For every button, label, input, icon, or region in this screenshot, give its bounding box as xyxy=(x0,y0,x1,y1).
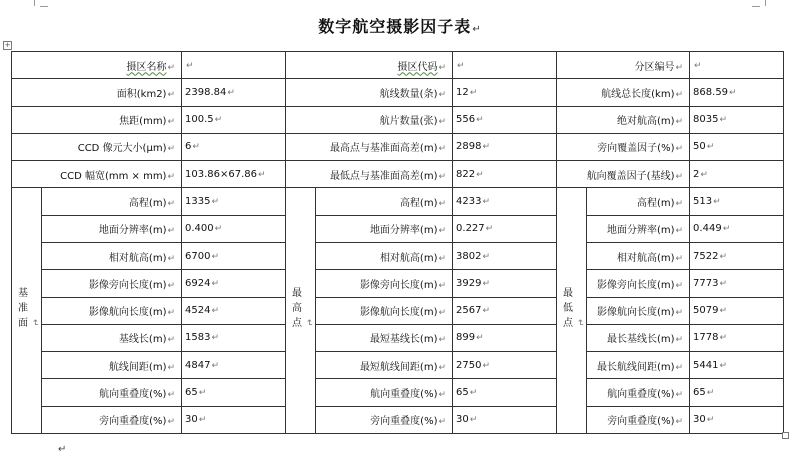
cell-mark: ↵ xyxy=(167,144,176,155)
table-row xyxy=(12,406,784,433)
cell-mark: ↵ xyxy=(719,115,728,126)
field-value[interactable] xyxy=(453,52,557,79)
field-label xyxy=(286,52,453,79)
field-label-text: CCD 像元大小(μm) xyxy=(77,143,167,155)
field-value-text: 2898 xyxy=(456,141,482,153)
cell-mark: ↵ xyxy=(192,142,200,153)
field-value[interactable] xyxy=(182,324,286,351)
field-label-text: 最长基线长(m) xyxy=(606,334,675,346)
field-value-text: 0.449 xyxy=(693,223,722,235)
cell-mark: ↵ xyxy=(186,60,194,71)
field-value[interactable] xyxy=(453,133,557,160)
cell-mark: ↵ xyxy=(167,362,176,373)
cell-mark: ↵ xyxy=(675,62,684,73)
field-value[interactable] xyxy=(453,79,557,106)
field-value[interactable] xyxy=(182,215,286,242)
cell-mark: ↵ xyxy=(675,335,684,346)
cell-mark: ↵ xyxy=(469,87,478,98)
field-value[interactable] xyxy=(690,188,784,215)
field-label xyxy=(286,161,453,188)
table-row xyxy=(12,161,784,188)
field-label xyxy=(12,133,182,160)
cell-mark: ↵ xyxy=(729,87,737,98)
field-label xyxy=(587,324,690,351)
field-label-text: 摄区代码 xyxy=(397,61,438,73)
field-value[interactable] xyxy=(182,188,286,215)
cell-mark: ↵ xyxy=(167,62,176,73)
field-label-text: 最短航线间距(m) xyxy=(359,361,438,373)
cell-mark: ↵ xyxy=(469,388,478,399)
cell-mark: ↵ xyxy=(438,390,447,401)
table-row xyxy=(12,324,784,351)
field-value[interactable] xyxy=(453,379,557,406)
field-label xyxy=(557,79,690,106)
cell-mark: ↵ xyxy=(198,415,207,426)
field-label xyxy=(316,215,453,242)
table-row xyxy=(12,352,784,379)
field-label-text: CCD 幅宽(mm × mm) xyxy=(60,170,167,182)
field-value[interactable] xyxy=(690,106,784,133)
field-label xyxy=(587,215,690,242)
field-label xyxy=(557,106,690,133)
field-label xyxy=(42,379,182,406)
field-value-text: 2567 xyxy=(456,305,482,317)
group-label-text: 最高点 xyxy=(289,286,301,332)
field-value[interactable] xyxy=(453,406,557,433)
field-value[interactable] xyxy=(690,379,784,406)
field-value-text: 899 xyxy=(456,332,476,344)
cell-mark: ↵ xyxy=(469,415,478,426)
cell-mark: ↵ xyxy=(438,89,447,100)
cell-mark: ↵ xyxy=(675,171,684,182)
field-value[interactable] xyxy=(182,106,286,133)
cell-mark: ↵ xyxy=(438,417,447,428)
field-label xyxy=(42,242,182,269)
field-label-text: 分区编号 xyxy=(634,61,675,73)
field-value[interactable] xyxy=(182,352,286,379)
table-row xyxy=(12,242,784,269)
field-label xyxy=(286,79,453,106)
cell-mark: ↵ xyxy=(482,278,491,289)
cell-mark: ↵ xyxy=(574,319,585,332)
field-label xyxy=(12,161,182,188)
cell-mark: ↵ xyxy=(719,360,728,371)
field-label-text: 相对航高(m) xyxy=(379,252,438,264)
group-label-text: 基准面 xyxy=(15,286,27,332)
field-label xyxy=(42,406,182,433)
cell-mark: ↵ xyxy=(438,199,447,210)
field-label-text: 地面分辨率(m) xyxy=(369,225,438,237)
cell-mark: ↵ xyxy=(227,87,235,98)
group-label xyxy=(557,188,587,434)
field-label-text: 绝对航高(m) xyxy=(616,116,675,128)
field-value-text: 822 xyxy=(456,168,476,180)
field-label xyxy=(286,133,453,160)
field-value-text: 12 xyxy=(456,86,469,98)
field-value-text: 8035 xyxy=(693,114,719,126)
cell-mark: ↵ xyxy=(482,142,491,153)
field-label xyxy=(12,106,182,133)
cell-mark: ↵ xyxy=(719,333,728,344)
crop-mark xyxy=(34,0,35,6)
field-value-text: 6 xyxy=(185,141,192,153)
field-value[interactable] xyxy=(453,270,557,297)
field-value[interactable] xyxy=(453,297,557,324)
cell-mark: ↵ xyxy=(438,253,447,264)
field-value[interactable] xyxy=(182,242,286,269)
field-value[interactable] xyxy=(453,188,557,215)
field-label-text: 航向重叠度(%) xyxy=(370,389,438,401)
field-label-text: 航向重叠度(%) xyxy=(607,389,675,401)
crop-mark xyxy=(40,6,48,7)
field-value[interactable] xyxy=(690,270,784,297)
field-value[interactable] xyxy=(690,324,784,351)
field-value[interactable] xyxy=(453,161,557,188)
field-value-text: 4847 xyxy=(185,359,211,371)
field-value[interactable] xyxy=(690,352,784,379)
cell-mark: ↵ xyxy=(675,362,684,373)
cell-mark: ↵ xyxy=(211,251,220,262)
cell-mark: ↵ xyxy=(675,199,684,210)
field-label-text: 航片数量(张) xyxy=(379,116,438,128)
cell-mark: ↵ xyxy=(167,199,176,210)
field-label xyxy=(557,52,690,79)
cell-mark: ↵ xyxy=(167,280,176,291)
field-value-text: 2 xyxy=(693,168,700,180)
field-value-text: 1778 xyxy=(693,332,719,344)
field-value-text: 65 xyxy=(456,387,469,399)
field-label-text: 航线总长度(km) xyxy=(601,88,675,100)
field-label-text: 航向重叠度(%) xyxy=(99,389,167,401)
cell-mark: ↵ xyxy=(167,335,176,346)
field-value[interactable] xyxy=(690,133,784,160)
field-value[interactable] xyxy=(182,52,286,79)
aerial-factor-table xyxy=(11,51,784,434)
cell-mark: ↵ xyxy=(713,197,721,208)
cell-mark: ↵ xyxy=(675,144,684,155)
cell-mark: ↵ xyxy=(482,306,491,317)
group-label xyxy=(286,188,316,434)
field-label-text: 影像航向长度(m) xyxy=(88,307,167,319)
cell-mark: ↵ xyxy=(675,253,684,264)
field-value[interactable] xyxy=(182,79,286,106)
document-title: 数字航空摄影因子表↵ xyxy=(318,17,482,36)
field-label-text: 航线间距(m) xyxy=(108,361,167,373)
field-label xyxy=(42,324,182,351)
field-label xyxy=(316,297,453,324)
field-label-text: 最高点与基准面高差(m) xyxy=(329,143,438,155)
field-label-text: 最低点与基准面高差(m) xyxy=(329,170,438,182)
table-row xyxy=(12,379,784,406)
field-label-text: 相对航高(m) xyxy=(108,252,167,264)
field-label-text: 焦距(mm) xyxy=(119,116,167,128)
field-value-text: 1583 xyxy=(185,332,211,344)
cell-mark: ↵ xyxy=(303,319,314,332)
table-row xyxy=(12,133,784,160)
cell-mark: ↵ xyxy=(211,197,220,208)
field-value-text: 6700 xyxy=(185,250,211,262)
field-label-text: 影像旁向长度(m) xyxy=(88,279,167,291)
field-value-text: 30 xyxy=(456,414,469,426)
field-value-text: 103.86×67.86 xyxy=(185,168,258,180)
field-value[interactable] xyxy=(690,52,784,79)
field-value-text: 100.5 xyxy=(185,114,214,126)
field-label-text: 摄区名称 xyxy=(126,61,167,73)
field-value[interactable] xyxy=(690,297,784,324)
cell-mark: ↵ xyxy=(167,417,176,428)
cell-mark: ↵ xyxy=(700,169,708,180)
cell-mark: ↵ xyxy=(476,115,484,126)
field-label xyxy=(587,297,690,324)
field-label xyxy=(42,215,182,242)
field-label xyxy=(316,379,453,406)
cell-mark: ↵ xyxy=(438,117,447,128)
table-row xyxy=(12,188,784,215)
field-label xyxy=(12,52,182,79)
field-value[interactable] xyxy=(453,242,557,269)
cell-mark: ↵ xyxy=(438,335,447,346)
field-value-text: 0.227 xyxy=(456,223,485,235)
field-value[interactable] xyxy=(453,324,557,351)
field-value[interactable] xyxy=(182,161,286,188)
field-label xyxy=(316,324,453,351)
field-label-text: 地面分辨率(m) xyxy=(98,225,167,237)
table-row xyxy=(12,106,784,133)
field-label-text: 影像旁向长度(m) xyxy=(596,279,675,291)
field-value-text: 4524 xyxy=(185,305,211,317)
field-value-text: 7522 xyxy=(693,250,719,262)
table-resize-handle[interactable] xyxy=(782,432,789,439)
crop-mark xyxy=(752,6,760,7)
cell-mark: ↵ xyxy=(675,226,684,237)
cell-mark: ↵ xyxy=(211,278,220,289)
cell-mark: ↵ xyxy=(438,171,447,182)
field-value-text: 4233 xyxy=(456,196,482,208)
field-label-text: 影像航向长度(m) xyxy=(359,307,438,319)
field-label xyxy=(587,242,690,269)
field-value[interactable] xyxy=(182,406,286,433)
cell-mark: ↵ xyxy=(482,360,491,371)
field-label-text: 高程(m) xyxy=(636,198,675,210)
field-value[interactable] xyxy=(690,215,784,242)
cell-mark: ↵ xyxy=(722,224,731,235)
cell-mark: ↵ xyxy=(438,362,447,373)
cell-mark: ↵ xyxy=(719,306,728,317)
field-value-text: 2398.84 xyxy=(185,86,227,98)
field-label-text: 旁向重叠度(%) xyxy=(370,416,438,428)
cell-mark: ↵ xyxy=(675,417,684,428)
field-value-text: 65 xyxy=(693,387,706,399)
field-label xyxy=(557,161,690,188)
table-move-handle-icon[interactable]: + xyxy=(4,41,11,49)
cell-mark: ↵ xyxy=(675,390,684,401)
cell-mark: ↵ xyxy=(476,333,484,344)
field-value[interactable] xyxy=(690,242,784,269)
field-label-text: 高程(m) xyxy=(399,198,438,210)
cell-mark: ↵ xyxy=(482,251,491,262)
cell-mark: ↵ xyxy=(438,226,447,237)
field-value-text: 868.59 xyxy=(693,86,729,98)
field-label xyxy=(587,379,690,406)
field-label-text: 航线数量(条) xyxy=(379,88,438,100)
cell-mark: ↵ xyxy=(719,251,728,262)
field-value-text: 30 xyxy=(693,414,706,426)
cell-mark: ↵ xyxy=(214,115,223,126)
cell-mark: ↵ xyxy=(167,117,176,128)
group-label-text: 最低点 xyxy=(560,286,572,332)
field-label xyxy=(316,242,453,269)
cell-mark: ↵ xyxy=(675,89,684,100)
field-value-text: 3802 xyxy=(456,250,482,262)
field-label xyxy=(316,406,453,433)
field-label-text: 地面分辨率(m) xyxy=(606,225,675,237)
field-value[interactable] xyxy=(690,406,784,433)
cell-mark: ↵ xyxy=(167,226,176,237)
field-label xyxy=(42,352,182,379)
field-value-text: 2750 xyxy=(456,359,482,371)
table-row xyxy=(12,297,784,324)
field-value[interactable] xyxy=(453,106,557,133)
field-label xyxy=(587,188,690,215)
cell-mark: ↵ xyxy=(167,253,176,264)
cell-mark: ↵ xyxy=(198,388,207,399)
cell-mark: ↵ xyxy=(482,197,491,208)
field-value-text: 5441 xyxy=(693,359,719,371)
field-label xyxy=(316,270,453,297)
field-label-text: 相对航高(m) xyxy=(616,252,675,264)
field-label-text: 航向覆盖因子(基线) xyxy=(586,170,675,182)
cell-mark: ↵ xyxy=(211,333,220,344)
field-label xyxy=(42,270,182,297)
cell-mark: ↵ xyxy=(675,308,684,319)
field-value-text: 513 xyxy=(693,196,713,208)
table-row xyxy=(12,52,784,79)
field-label xyxy=(316,352,453,379)
field-label xyxy=(42,188,182,215)
cell-mark: ↵ xyxy=(258,169,266,180)
field-value-text: 6924 xyxy=(185,277,211,289)
field-value-text: 0.400 xyxy=(185,223,214,235)
cell-mark: ↵ xyxy=(719,278,728,289)
field-label xyxy=(316,188,453,215)
field-label-text: 高程(m) xyxy=(128,198,167,210)
cell-mark: ↵ xyxy=(485,224,494,235)
cell-mark: ↵ xyxy=(438,62,447,73)
field-label-text: 最长航线间距(m) xyxy=(596,361,675,373)
field-label-text: 影像旁向长度(m) xyxy=(359,279,438,291)
field-value[interactable] xyxy=(690,161,784,188)
cell-mark: ↵ xyxy=(438,308,447,319)
cell-mark: ↵ xyxy=(706,388,715,399)
cell-mark: ↵ xyxy=(29,319,40,332)
cell-mark: ↵ xyxy=(675,280,684,291)
field-value-text: 50 xyxy=(693,141,706,153)
cell-mark: ↵ xyxy=(438,144,447,155)
field-value-text: 1335 xyxy=(185,196,211,208)
field-label xyxy=(42,297,182,324)
field-value[interactable] xyxy=(182,133,286,160)
field-value[interactable] xyxy=(453,215,557,242)
field-value[interactable] xyxy=(182,379,286,406)
field-label-text: 基线长(m) xyxy=(118,334,167,346)
field-label-text: 旁向重叠度(%) xyxy=(607,416,675,428)
cell-mark: ↵ xyxy=(167,171,176,182)
field-label xyxy=(587,352,690,379)
field-label xyxy=(587,406,690,433)
field-value-text: 5079 xyxy=(693,305,719,317)
field-value-text: 556 xyxy=(456,114,476,126)
field-label-text: 影像航向长度(m) xyxy=(596,307,675,319)
table-row xyxy=(12,215,784,242)
cell-mark: ↵ xyxy=(211,360,220,371)
field-value[interactable] xyxy=(182,270,286,297)
cell-mark: ↵ xyxy=(214,224,223,235)
group-label xyxy=(12,188,42,434)
table-row xyxy=(12,79,784,106)
cell-mark: ↵ xyxy=(706,415,715,426)
cell-mark: ↵ xyxy=(675,117,684,128)
field-label xyxy=(286,106,453,133)
cell-mark: ↵ xyxy=(706,142,715,153)
field-label xyxy=(557,133,690,160)
table-row xyxy=(12,270,784,297)
field-label-text: 面积(km2) xyxy=(116,88,167,100)
cell-mark: ↵ xyxy=(167,390,176,401)
field-label xyxy=(587,270,690,297)
cell-mark: ↵ xyxy=(694,60,702,71)
field-value[interactable] xyxy=(453,352,557,379)
field-value-text: 3929 xyxy=(456,277,482,289)
paragraph-mark: ↵ xyxy=(58,444,67,455)
cell-mark: ↵ xyxy=(167,89,176,100)
cell-mark: ↵ xyxy=(167,308,176,319)
field-label-text: 旁向覆盖因子(%) xyxy=(597,143,675,155)
field-value[interactable] xyxy=(690,79,784,106)
crop-mark xyxy=(765,0,766,6)
field-label-text: 最短基线长(m) xyxy=(369,334,438,346)
field-value[interactable] xyxy=(182,297,286,324)
cell-mark: ↵ xyxy=(211,306,220,317)
cell-mark: ↵ xyxy=(438,280,447,291)
field-value-text: 30 xyxy=(185,414,198,426)
field-value-text: 65 xyxy=(185,387,198,399)
cell-mark: ↵ xyxy=(457,60,465,71)
field-label xyxy=(12,79,182,106)
cell-mark: ↵ xyxy=(476,169,484,180)
field-value-text: 7773 xyxy=(693,277,719,289)
field-label-text: 旁向重叠度(%) xyxy=(99,416,167,428)
